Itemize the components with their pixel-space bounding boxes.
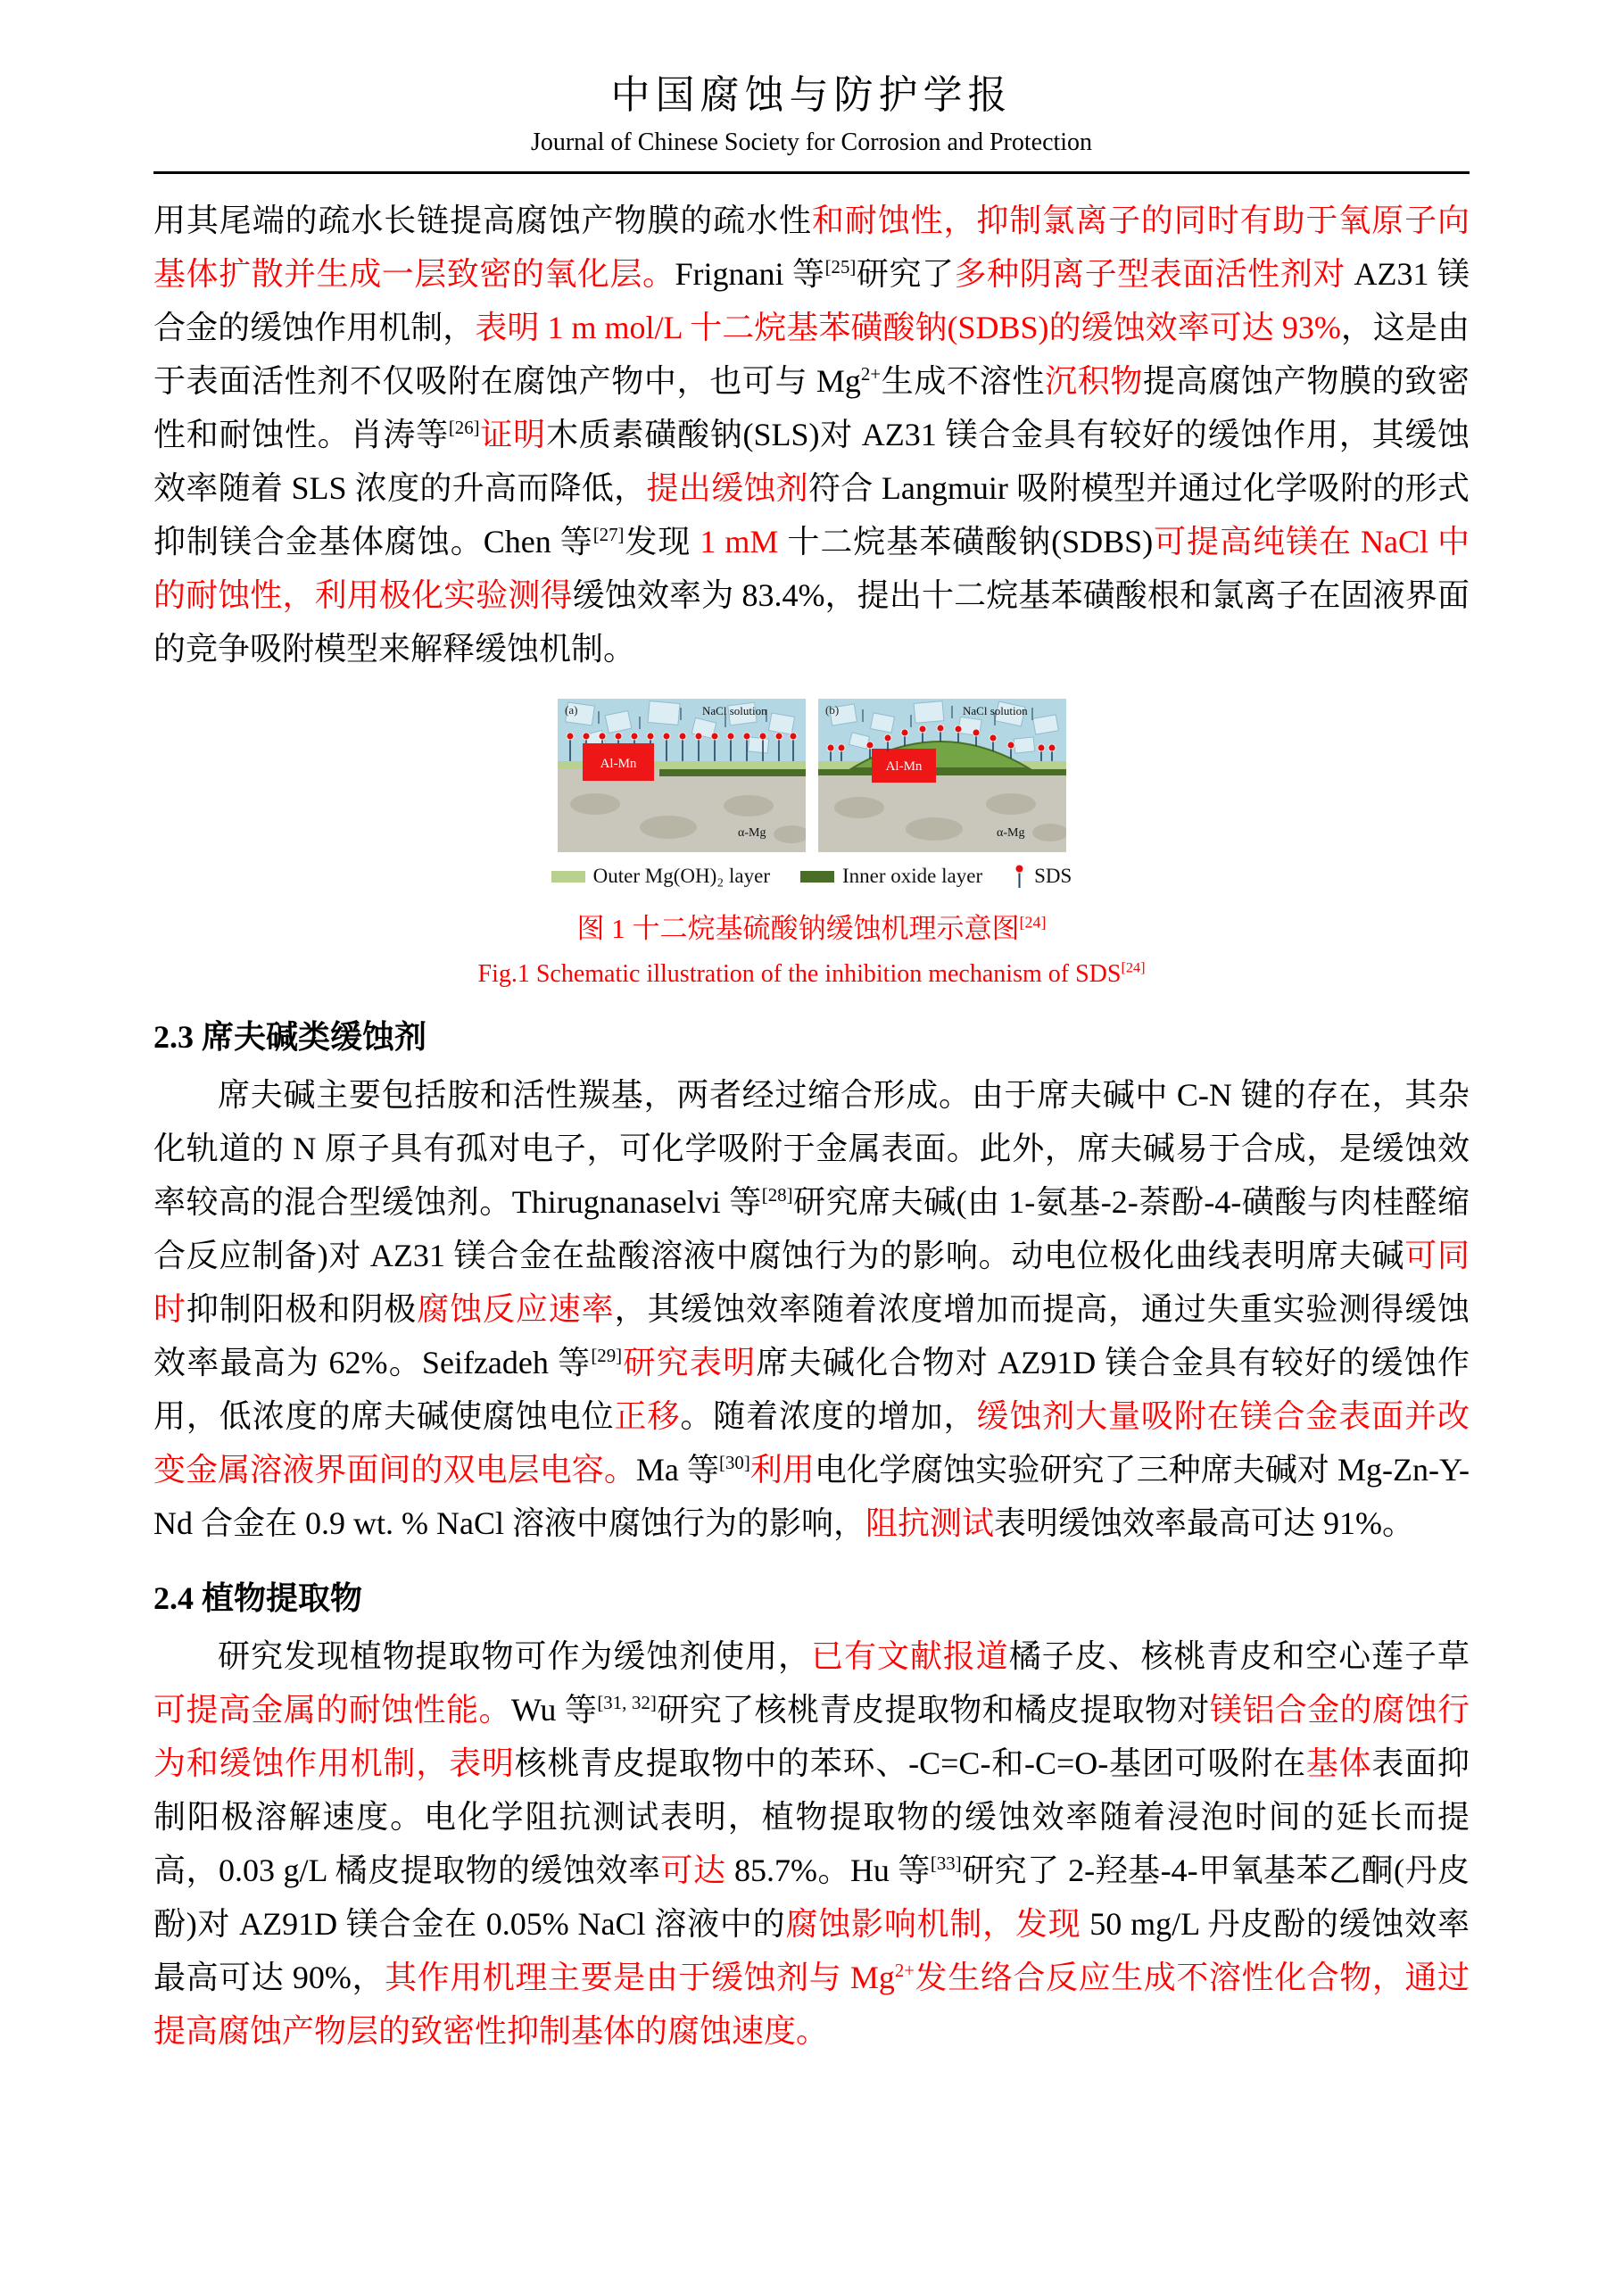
figure-panels (153, 699, 1470, 852)
journal-header (153, 62, 1470, 174)
figure-legend (153, 863, 1470, 890)
legend-sds-label: SDS (1034, 865, 1072, 887)
al-mn-label: Al-Mn (885, 759, 922, 774)
section-2-4-heading: 2.4 植物提取物 (153, 1580, 363, 1616)
legend-inner-layer (800, 865, 982, 888)
figure-1 (153, 699, 1470, 989)
page-body (153, 194, 1470, 2058)
journal-title-cn: 中国腐蚀与防护学报 (610, 73, 1013, 117)
figure-panel-a (558, 699, 806, 852)
panel-b-solution-label: NaCl solution (962, 704, 1028, 717)
panel-a-label: (a) (564, 703, 577, 717)
paragraph-schiff-base: 席夫碱主要包括胺和活性羰基，两者经过缩合形成。由于席夫碱中 C-N 键的存在，其杂化轨道的 N 原子具有孤对电子，可化学吸附于金属表面。此外，席夫碱易于合成，是缓蚀效率较高的混合型缓蚀剂。Thirugnanaselvi 等[28]研究席夫碱(由 1-氨基-2-萘酚-4-磺酸与肉桂醛缩合反应制备)对 AZ31 镁合金在盐酸溶液中腐蚀行为的影响。动电位极化曲线表明席夫碱可同时抑制阳极和阴极腐蚀反应速率，其缓蚀效率随着浓度增加而提高，通过失重实验测得缓蚀效率最高为 62%。Seifzadeh 等[29]研究表明席夫碱化合物对 AZ91D 镁合金具有较好的缓蚀作用，低浓度的席夫碱使腐蚀电位正移。随着浓度的增加，缓蚀剂大量吸附在镁合金表面并改变金属溶液界面间的双电层电容。Ma 等[30]利用电化学腐蚀实验研究了三种席夫碱对 Mg-Zn-Y-Nd 合金在 0.9 wt. % NaCl 溶液中腐蚀行为的影响，阻抗测试表明缓蚀效率最高可达 91%。 (153, 1077, 1470, 1541)
journal-title-en: Journal of Chinese Society for Corrosion and Protection (530, 128, 1093, 156)
sds-pin-icon (1013, 863, 1026, 890)
inner-oxide-layer (659, 769, 806, 776)
legend-outer-layer (551, 865, 770, 888)
panel-a-solution-label: NaCl solution (701, 704, 767, 717)
figure-caption-en: Fig.1 Schematic illustration of the inhibition mechanism of SDS[24] (477, 959, 1146, 988)
header-rule (153, 171, 1470, 174)
outer-layer-swatch (551, 871, 585, 883)
inner-oxide-layer (818, 769, 1066, 775)
panel-b-label: (b) (824, 703, 839, 717)
legend-outer-label: Outer Mg(OH)₂ layer (592, 865, 771, 887)
paragraph-surfactant-inhibitors: 用其尾端的疏水长链提高腐蚀产物膜的疏水性和耐蚀性，抑制氯离子的同时有助于氧原子向基体扩散并生成一层致密的氧化层。Frignani 等[25]研究了多种阴离子型表面活性剂对 AZ31 镁合金的缓蚀作用机制，表明 1 m mol/L 十二烷基苯磺酸钠(SDBS)的缓蚀效率可达 93%，这是由于表面活性剂不仅吸附在腐蚀产物中，也可与 $Mg^{2+}$生成不溶性沉积物提高腐蚀产物膜的致密性和耐蚀性。肖涛等[26]证明木质素磺酸钠(SLS)对 AZ31 镁合金具有较好的缓蚀作用，其缓蚀效率随着 SLS 浓度的升高而降低，提出缓蚀剂符合 Langmuir 吸附模型并通过化学吸附的形式抑制镁合金基体腐蚀。Chen 等[27]发现 1 mM 十二烷基苯磺酸钠(SDBS)可提高纯镁在 NaCl 中的耐蚀性，利用极化实验测得缓蚀效率为 83.4%，提出十二烷基苯磺酸根和氯离子在固液界面的竞争吸附模型来解释缓蚀机制。 (153, 203, 1470, 667)
legend-sds (1013, 863, 1072, 890)
paragraph-plant-extracts: 研究发现植物提取物可作为缓蚀剂使用，已有文献报道橘子皮、核桃青皮和空心莲子草可提高金属的耐蚀性能。Wu 等[31, 32]研究了核桃青皮提取物和橘皮提取物对镁铝合金的腐蚀行为和缓蚀作用机制，表明核桃青皮提取物中的苯环、-C=C-和-C=O-基团可吸附在基体表面抑制阳极溶解速度。电化学阻抗测试表明，植物提取物的缓蚀效率随着浸泡时间的延长而提高，0.03 g/L 橘皮提取物的缓蚀效率可达 85.7%。Hu 等[33]研究了 2-羟基-4-甲氧基苯乙酮(丹皮酚)对 AZ91D 镁合金在 0.05% NaCl 溶液中的腐蚀影响机制，发现 50 mg/L 丹皮酚的缓蚀效率最高可达 90%，其作用机理主要是由于缓蚀剂与 $Mg^{2+}$发生络合反应生成不溶性化合物，通过提高腐蚀产物层的致密性抑制基体的腐蚀速度。 (153, 1638, 1470, 2049)
section-2-3-heading: 2.3 席夫碱类缓蚀剂 (153, 1019, 427, 1055)
al-mn-label: Al-Mn (600, 757, 636, 771)
panel-a-substrate-label: α-Mg (737, 826, 766, 840)
legend-inner-label: Inner oxide layer (842, 865, 983, 887)
inner-layer-swatch (800, 871, 834, 883)
figure-panel-b (818, 699, 1066, 852)
sds-heads (567, 733, 797, 740)
panel-b-substrate-label: α-Mg (996, 826, 1024, 840)
figure-caption-cn: 图 1 十二烷基硫酸钠缓蚀机理示意图[24] (576, 913, 1047, 944)
